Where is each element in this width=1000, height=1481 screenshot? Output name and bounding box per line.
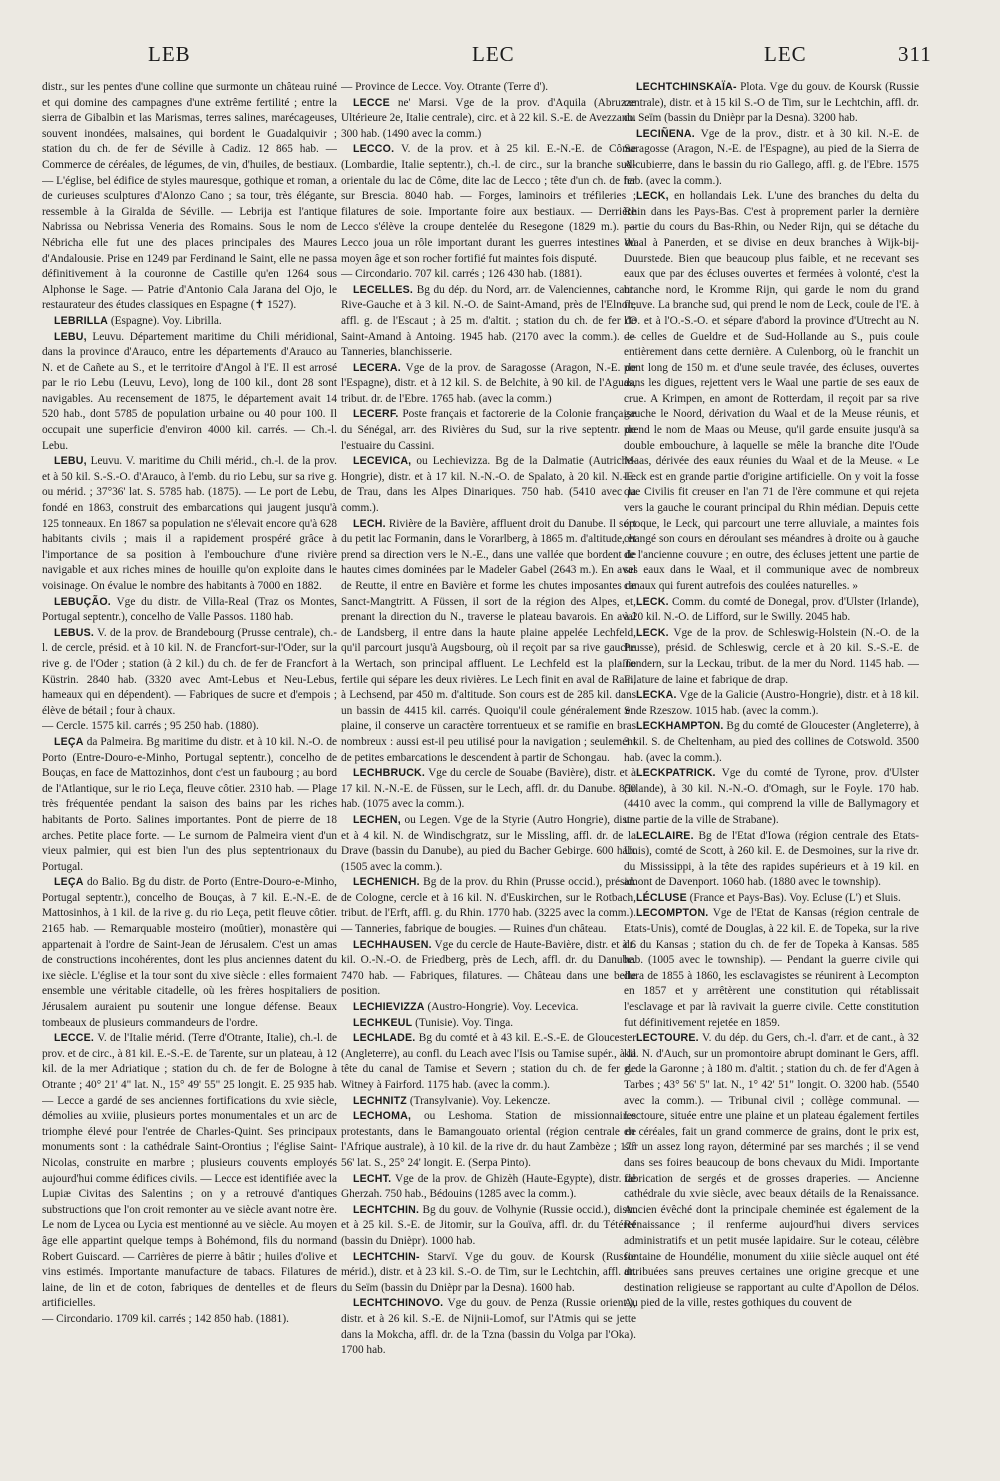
entry-headword: LECERF.	[353, 408, 399, 421]
entry-text: Vge du gouv. de Penza (Russie orient.), distr. et à 26 kil. S.-E. de Nijnii-Lomof, sur l'Atmis qui se jette dans la Mokcha, affl. dr. de la Tzna (bassin du Volga par l'Oka). 1700 hab.	[341, 1297, 636, 1357]
entry-headword: LECKHAMPTON.	[636, 720, 724, 733]
entry-headword: LECK.	[636, 626, 669, 639]
dictionary-entry	[624, 891, 919, 907]
dictionary-entry	[42, 454, 337, 594]
entry-headword: LECLAIRE.	[636, 829, 694, 842]
entry-text: Vge de la Galicie (Austro-Hongrie), distr. et à 18 kil. S. de Rzeszow. 1015 hab. (avec la comm.).	[624, 689, 919, 717]
entry-text: Vge du cercle de Haute-Bavière, distr. et à 6 kil. O.-N.-O. de Friedberg, près de Lech, affl. dr. du Danube. 7470 hab. — Fabriques, filatures. — Château dans une belle position.	[341, 938, 636, 998]
entry-headword: LEÇA	[54, 876, 84, 889]
entry-headword: LECHNITZ	[353, 1094, 407, 1107]
entry-headword: LEBU,	[54, 455, 87, 468]
dictionary-entry	[624, 719, 919, 766]
entry-text: Bg du gouv. de Volhynie (Russie occid.), distr. et à 25 kil. S.-E. de Jitomir, sur la Gouïva, affl. dr. du Tétéref (bassin du Dnièpr). 1000 hab.	[341, 1203, 636, 1247]
entry-text: Bg du comté de Gloucester (Angleterre), à 3 kil. S. de Cheltenham, au pied des collines de Cotswold. 3500 hab. (avec la comm.).	[624, 720, 919, 764]
dictionary-entry	[624, 80, 919, 127]
dictionary-entry	[42, 719, 337, 735]
entry-headword: LECIÑENA.	[636, 127, 695, 140]
dictionary-entry	[341, 1000, 636, 1016]
entry-text: distr., sur les pentes d'une colline que surmonte un château ruiné et qui domine des campagnes d'une extrême fertilité ; entre la sierra de Gibalbin et las Marismas, terres salines, marécageuses, souvent inondées, malsaines, qui bordent le Guadalquivir ; station du ch. de fer de Séville à Cadiz. 12 865 hab. — Commerce de céréales, de légumes, de vin, d'huiles, de bestiaux. — L'église, bel édifice de styles mauresque, gothique et roman, a de curieuses sculptures d'Alonzo Cano ; sa tour, très élégante, ressemble à la Giralda de Séville. — Lebrija est l'antique Nabrissa ou Nebrissa Veneria des Romains. Sous le nom de Nébricha elle fut une des places principales des Maures d'Andalousie. Prise en 1249 par Ferdinand le Saint, elle ne passa définitivement à la couronne de Castille qu'en 1264 sous Alphonse le Sage. — Patrie d'Antonio Cala Jarana del Ojo, le restaurateur des études classiques en Espagne (✝ 1527).	[42, 81, 337, 312]
entry-headword: LECKA.	[636, 689, 677, 702]
entry-text: Vge du comté de Tyrone, prov. d'Ulster (Irlande), à 30 kil. N.-N.-O. d'Omagh, sur le Foyle. 170 hab. (4410 avec la comm., qui comprend la ville de Ballymagory et une partie de la ville de Strabane).	[624, 767, 919, 826]
running-head-right: LEC	[764, 42, 807, 66]
entry-headword: LECCE	[353, 96, 390, 109]
dictionary-entry	[42, 875, 337, 1031]
entry-headword: LECHLADE.	[353, 1032, 416, 1045]
entry-text: en hollandais Lek. L'une des branches du delta du Rhin dans les Pays-Bas. C'est à proprement parler la dernière partie du cours du Bas-Rhin, ou Neder Rijn, qui se détache du Waal à Panerden, et se divise en deux branches à Wijk-bij-Duurstede. Bien que beaucoup plus faible, et ne recevant ses eaux que par des écluses ouvertes et fermées à volonté, c'est la branche nord, le Kromme Rijn, qui garde le nom du grand fleuve. La branche sud, qui prend le nom de Leck, coule de l'E. à l'O. et à l'O.-S.-O. et sépare d'abord la province d'Utrecht au N. de celles de Gueldre et de Sud-Hollande au S., puis coule entièrement dans cette dernière. A Culenborg, où le franchit un pont long de 150 m. et d'une seule travée, des écluses, ouvertes dans les digues, rejettent vers le Waal une partie de ses eaux de crue. A Krimpen, en amont de Rotterdam, il reçoit par sa rive gauche le Noord, dérivation du Waal et de la Meuse réunis, et prend le nom de Maas ou Meuse, qu'il garde ensuite jusqu'à sa double embouchure, à laquelle se mêle la branche dite l'Oude Maas, dérivée des eaux réunies du Waal et de la Meuse. « Le Leck est en grande partie d'origine artificielle. On y voit la fosse que Civilis fit creuser en l'an 71 de l'ère commune et qui rejeta vers la gauche le courant principal du Rhin médian. Depuis cette époque, le Leck, qui parcourt une terre alluviale, a maintes fois changé son cours en déroulant ses méandres à droite ou à gauche de l'ancienne couvure ; en outre, des écluses jettent une partie de ses eaux dans le Waal, et il communique avec de nombreux canaux qui furent autrefois des coulées naturelles. »	[624, 190, 919, 592]
page-number: 311	[898, 42, 932, 66]
entry-text: Vge du distr. de Villa-Real (Traz os Montes, Portugal septentr.), concelho de Valle Passos. 1180 hab.	[42, 595, 337, 624]
dictionary-entry	[42, 626, 337, 720]
entry-text: (France et Pays-Bas). Voy. Ecluse (L') et Sluis.	[689, 891, 901, 904]
entry-headword: LECHOMA,	[353, 1110, 412, 1123]
entry-text: (Tunisie). Voy. Tinga.	[415, 1016, 514, 1029]
dictionary-entry	[341, 1172, 636, 1203]
entry-text: — Circondario. 707 kil. carrés ; 126 430 hab. (1881).	[341, 268, 583, 281]
dictionary-entry	[624, 1031, 919, 1312]
entry-text: Vge de l'Etat de Kansas (région centrale de Etats-Unis), comté de Douglas, à 22 kil. E. de Topeka, sur la rive dr. du Kansas ; station du ch. de fer de Topeka à Kansas. 585 hab. (1005 avec le township). — Pendant la guerre civile qui dura de 1855 à 1860, les esclavagistes se réunirent à Lecompton en 1857 et y arrêtèrent une constitution qui rétablissait l'esclavage et par là ravivait la guerre civile. Cette constitution fut définitivement rejetée en 1859.	[624, 907, 919, 1029]
dictionary-entry	[341, 1203, 636, 1250]
entry-headword: LECHTCHINSKAÏA-	[636, 81, 737, 93]
dictionary-entry	[624, 127, 919, 189]
entry-text: Bg de la prov. du Rhin (Prusse occid.), présid. de Cologne, cercle et à 16 kil. N. d'Euskirchen, sur le Rotbach, tribut. de l'Erft, affl. g. du Rhin. 1770 hab. (3225 avec la comm.). — Tanneries, fabrique de bougies. — Ruines d'un château.	[341, 876, 636, 936]
dictionary-entry	[341, 267, 636, 283]
dictionary-entry	[42, 314, 337, 330]
entry-headword: LEÇA	[54, 735, 84, 748]
dictionary-entry	[341, 407, 636, 454]
entry-text: (Transylvanie). Voy. Lekencze.	[409, 1094, 551, 1107]
running-head	[0, 42, 1000, 72]
running-head-center: LEC	[472, 42, 515, 66]
entry-headword: LECTOURE.	[636, 1032, 699, 1045]
entry-text: V. de la prov. et à 25 kil. E.-N.-E. de Côme (Lombardie, Italie septentr.), ch.-l. de circ., sur la branche sud-orientale du lac de Côme, dite lac de Lecco ; tête d'un ch. de fer sur Brescia. 8040 hab. — Forges, laminoirs et tréfileries ; filatures de soie. Importante foire aux bestiaux. — Derrière Lecco s'élève la croupe dentelée du Resegone (1829 m.). — Lecco joua un rôle important durant les guerres intestines du moyen âge et son rocher fortifié fut maintes fois disputé.	[341, 143, 636, 265]
dictionary-entry	[341, 454, 636, 516]
entry-text: V. de l'Italie mérid. (Terre d'Otrante, Italie), ch.-l. de prov. et de circ., à 81 kil. E.-S.-E. de Tarente, sur un plateau, à 12 kil. de la mer Adriatique ; station du ch. de fer de Bologne à Otrante ; 40° 21' 4" lat. N., 15° 49' 55" 25 longit. E. 25 935 hab. — Lecce a gardé de ses anciennes fortifications du xvie siècle, démolies au xviiie, plusieurs portes monumentales et un arc de triomphe élevé pour l'entrée de Charles-Quint. Ses principaux monuments sont : la cathédrale Saint-Orontius ; l'église Saint-Nicolas, construite en marbre ; plusieurs couvents employés aujourd'hui comme édifices civils. — Lecce est identifiée avec la Lupiæ Civitas des Salentins ; on y a retrouvé d'antiques substructions que l'on croit remonter au ve siècle avant notre ère. Le nom de Lycea ou Lycia est mentionné au ve siècle. Au moyen âge elle appartint quelque temps à Bohémond, fils du normand Robert Guiscard. — Carrières de pierre à bâtir ; huiles d'olive et vins estimés. Importante manufacture de tabacs. Filatures de laine, de lin et de coton, fabriques de dentelles et de fleurs artificielles.	[42, 1032, 337, 1310]
dictionary-entry	[341, 1031, 636, 1093]
entry-headword: LECHEN,	[353, 813, 401, 826]
entry-headword: LEBUS.	[54, 626, 95, 639]
entry-headword: LECHTCHIN.	[353, 1203, 420, 1216]
entry-headword: LÉCLUSE	[636, 891, 687, 904]
entry-text: do Balio. Bg du distr. de Porto (Entre-Douro-e-Minho, Portugal septentr.), concelho de Bouças, à 7 kil. E.-N.-E. de Mattosinhos, à 1 kil. de la rive g. du rio Leça, petit fleuve côtier. 2165 hab. — Remarquable mosteiro (moûtier), monastère qui appartenait à l'ordre de Saint-Jean de Jérusalem. C'est un amas de constructions incohérentes, dont les plus anciennes datent du ixe siècle. L'église et la tour sont du xive siècle : elles formaient ensemble une véritable citadelle, où les frères hospitaliers de Jérusalem auraient pu soutenir une longue défense. Beaux tombeaux de plusieurs commandeurs de l'ordre.	[42, 876, 337, 1029]
entry-headword: LECCE.	[54, 1032, 95, 1045]
entry-headword: LEBU,	[54, 330, 87, 343]
entry-text: ou Leshoma. Station de missionnaires protestants, dans le Bamangouato oriental (région centrale de l'Afrique australe), à 10 kil. de la rive dr. du haut Zambèze ; 17° 56' lat. S., 25° 24' longit. E. (Serpa Pinto).	[341, 1110, 636, 1169]
entry-headword: LEBRILLA	[54, 314, 108, 327]
dictionary-entry	[341, 142, 636, 267]
entry-headword: LEBUÇÃO.	[54, 595, 111, 608]
entry-text: Leuvu. Département maritime du Chili méridional, dans la province d'Arauco, entre les départements d'Arauco au N. et de Cañete au S., et le territoire d'Angol à l'E. Il est arrosé par le rio Lebu (Leuvu, Levo), long de 100 kil., dont 28 sont navigables. Au recensement de 1875, le département avait 14 520 hab., dont 5785 de population urbaine ou 40 pour 100. Il occupait une superficie d'environ 4000 kil. carrés. — Ch.-l. Lebu.	[42, 330, 337, 452]
entry-text: Rivière de la Bavière, affluent droit du Danube. Il sort du petit lac Formanin, dans le Vorarlberg, à 1865 m. d'altitude, et prend sa direction vers le N.-E., dans une vallée que bordent de hautes cimes dominées par le Madeler Gabel (2643 m.). En aval de Reutte, il entre en Bavière et forme les chutes imposantes de Sanct-Mangtritt. A Füssen, il sort de la région des Alpes, et, prenant la direction du N., traverse le plateau bavarois. En aval de Landsberg, il entre dans la haute plaine appelée Lechfeld, qu'il parcourt jusqu'à Augsbourg, où il reçoit par sa rive gauche la Wertach, son principal affluent. Le Lechfeld est la plaine fertile qui sépare les deux rivières. Le Lech finit en aval de Rain, à Lechsend, par 450 m. d'altitude. Son cours est de 285 kil. dans un bassin de 4415 kil. carrés. Quoiqu'il coule généralement en plaine, il conserve un caractère torrentueux et se ramifie en bras nombreux : aussi est-il peu utilisé pour la navigation ; seulement de petites embarcations le descendent à partir de Schongau.	[341, 517, 636, 764]
dictionary-entry	[341, 80, 636, 96]
dictionary-entry	[341, 517, 636, 767]
dictionary-entry	[341, 1296, 636, 1358]
entry-headword: LECHBRUCK.	[353, 767, 426, 780]
text-column-3	[624, 80, 919, 1470]
dictionary-entry	[624, 766, 919, 828]
dictionary-entry	[42, 330, 337, 455]
entry-headword: LECERA.	[353, 361, 401, 374]
dictionary-entry	[341, 1109, 636, 1171]
dictionary-entry	[341, 1016, 636, 1032]
entry-headword: LECCO.	[353, 143, 395, 156]
dictionary-entry	[624, 626, 919, 688]
entry-text: — Cercle. 1575 kil. carrés ; 95 250 hab. (1880).	[42, 720, 259, 733]
entry-headword: LECH.	[353, 517, 386, 530]
entry-headword: LECHHAUSEN.	[353, 938, 432, 951]
text-column-2	[341, 80, 636, 1470]
entry-text: Vge de la prov. de Schleswig-Holstein (N.-O. de la Prusse), présid. de Schleswig, cercle et à 20 kil. S.-S.-E. de Tondern, sur la Leckau, tribut. de la mer du Nord. 1145 hab. — Filature de laine et fabrique de drap.	[624, 626, 919, 686]
entry-text: da Palmeira. Bg maritime du distr. et à 10 kil. N.-O. de Porto (Entre-Douro-e-Minho, Portugal septentr.), concelho de Bouças, en face de Mattozinhos, dont c'est un faubourg ; au bord de l'Atlantique, sur le rio Leça, fleuve côtier. 2310 hab. — Plage très fréquentée pendant la saison des bains par les riches habitants de Porto. Salines importantes. Pont de pierre de 18 arches. Petite place forte. — Le surnom de Palmeira vient d'un vieux palmier, qui est bien l'un des plus septentrionaux du Portugal.	[42, 735, 337, 873]
entry-headword: LECELLES.	[353, 283, 414, 296]
entry-text: Vge de la prov., distr. et à 30 kil. N.-E. de Saragosse (Aragon, N.-E. de l'Espagne), au pied de la Sierra de Alcubierre, dans le bassin du rio Gallego, affl. g. de l'Ebre. 1575 hab. (avec la comm.).	[624, 127, 919, 187]
entry-text: ne' Marsi. Vge de la prov. d'Aquila (Abruzze Ultérieure 2e, Italie centrale), circ. et à 22 kil. S.-E. de Avezzano. 300 hab. (1490 avec la comm.)	[341, 96, 636, 140]
dictionary-entry	[341, 283, 636, 361]
entry-text: Comm. du comté de Donegal, prov. d'Ulster (Irlande), à 20 kil. N.-O. de Lifford, sur le Swilly. 2045 hab.	[624, 595, 919, 624]
dictionary-entry	[624, 829, 919, 891]
entry-headword: LECK,	[636, 190, 669, 203]
dictionary-entry	[624, 688, 919, 719]
dictionary-entry	[42, 735, 337, 875]
dictionary-entry	[624, 189, 919, 594]
dictionary-entry	[624, 595, 919, 626]
dictionary-entry	[341, 766, 636, 813]
entry-text: Bg du comté et à 43 kil. E.-S.-E. de Gloucester (Angleterre), au confl. du Leach avec l'Isis ou Tamise supér., à la tête du canal de Tamise et Severn ; station du ch. de fer de Witney à Fairford. 1175 hab. (avec la comm.).	[341, 1032, 636, 1091]
entry-text: Bg de l'Etat d'Iowa (région centrale des Etats-Unis), comté de Scott, à 260 kil. E. de Desmoines, sur la rive dr. du Mississippi, à la tête des rapides supérieurs et à 19 kil. en amont de Davenport. 1060 hab. (1880 avec le township).	[624, 829, 919, 889]
entry-text: ou Lechievizza. Bg de la Dalmatie (Autriche-Hongrie), distr. et à 17 kil. N.-N.-O. de Spalato, à 20 kil. N.-E. de Trau, dans les Alpes Dinariques. 750 hab. (5410 avec la comm.).	[341, 455, 636, 515]
dictionary-entry	[341, 938, 636, 1000]
dictionary-entry	[624, 906, 919, 1031]
dictionary-entry	[341, 96, 636, 143]
entry-headword: LECKPATRICK.	[636, 767, 716, 780]
dictionary-entry	[42, 1312, 337, 1328]
dictionary-entry	[42, 1031, 337, 1312]
dictionary-entry	[341, 875, 636, 937]
entry-headword: LECHTCHINOVO.	[353, 1297, 444, 1310]
entry-headword: LECHT.	[353, 1172, 392, 1185]
entry-text: Starvï. Vge du gouv. de Koursk (Russie mérid.), distr. et à 23 kil. S.-O. de Tim, sur le Lechtchin, affl. dr. du Seïm (bassin du Dnièpr par la Desna). 1600 hab.	[341, 1250, 636, 1294]
dictionary-entry	[42, 80, 337, 314]
entry-text: Plota. Vge du gouv. de Koursk (Russie centrale), distr. et à 15 kil S.-O de Tim, sur le Lechtchin, affl. dr. du Seïm (bassin du Dnièpr par la Desna). 3200 hab.	[624, 81, 919, 125]
entry-text: (Espagne). Voy. Librilla.	[110, 314, 222, 327]
entry-headword: LECHTCHIN-	[353, 1250, 420, 1263]
dictionary-entry	[341, 1094, 636, 1110]
entry-text: — Circondario. 1709 kil. carrés ; 142 850 hab. (1881).	[42, 1312, 289, 1325]
dictionary-entry	[42, 595, 337, 626]
entry-text: V. de la prov. de Brandebourg (Prusse centrale), ch.-l. de cercle, présid. et à 10 kil. N. de Francfort-sur-l'Oder, sur la rive g. de l'Oder ; station (à 2 kil.) du ch. de fer de Francfort à Küstrin. 2840 hab. (3320 avec Amt-Lebus et Neu-Lebus, hameaux qui en dépendent). — Fabriques de sucre et d'empois ; élève de bétail ; four à chaux.	[42, 626, 337, 717]
entry-text: ou Legen. Vge de la Styrie (Autro Hongrie), distr. et à 4 kil. N. de Windischgratz, sur le Missling, affl. dr. de la Drave (bassin du Danube), au pied du Bacher Gebirge. 600 hab. (1505 avec la comm.).	[341, 813, 636, 873]
entry-text: Vge du cercle de Souabe (Bavière), distr. et à 17 kil. N.-N.-E. de Füssen, sur le Lech, affl. dr. du Danube. 850 hab. (1075 avec la comm.).	[341, 767, 636, 811]
entry-text: V. du dép. du Gers, ch.-l. d'arr. et de cant., à 32 kil. N. d'Auch, sur un promontoire abrupt dominant le Gers, affl. g. de la Garonne ; à 180 m. d'altit. ; station du ch. de fer d'Agen à Tarbes ; 43° 56' 5" lat. N., 1° 42' 51" longit. O. 3200 hab. (5540 avec la comm.). — Tribunal civil ; collège communal. — Lectoure, située entre une plaine et un plateau également fertiles en céréales, fait un grand commerce de grains, dont le prix est, sur un assez long rayon, déterminé par ses marchés ; il se vend dans ses foires beaucoup de bons chevaux du Midi. Importante fabrication de sergés et de grosses draperies. — Ancienne cathédrale du xvie siècle, avec beaux détails de la Renaissance. Ancien évêché dont la principale cheminée est également de la Renaissance ; il renferme aujourd'hui divers services administratifs et un petit musée lapidaire. Sur le coteau, célèbre fontaine de Houndélie, monument du xiiie siècle auquel ont été attribuées sans preuves certaines une origine grecque et une destination religieuse se rapportant au culte d'Apollon de Délos. Au pied de la ville, restes gothiques du couvent de	[624, 1032, 919, 1310]
dictionary-entry	[341, 813, 636, 875]
entry-text: (Austro-Hongrie). Voy. Lecevica.	[427, 1001, 579, 1014]
entry-headword: LECEVICA,	[353, 455, 412, 468]
entry-headword: LECHKEUL	[353, 1016, 413, 1029]
dictionary-entry	[341, 1250, 636, 1297]
entry-headword: LECHIEVIZZA	[353, 1001, 425, 1014]
entry-headword: LECK.	[636, 595, 669, 608]
entry-text: Leuvu. V. maritime du Chili mérid., ch.-l. de la prov. et à 50 kil. S.-S.-O. d'Arauco, à l'emb. du rio Lebu, sur sa rive g. ou mérid. ; 37°36' lat. S. 5785 hab. (1875). — Le port de Lebu, fondé en 1863, construit des embarcations qui jaugent jusqu'à 125 tonneaux. En 1867 sa population ne s'élevait encore qu'à 628 habitants civils ; mais il a rapidement prospéré grâce à l'importance de sa position à l'embouchure d'une rivière navigable et aux riches mines de houille qu'on exploite dans le voisinage. On évalue le nombre des habitants à 7000 en 1882.	[42, 455, 337, 592]
entry-text: Vge de la prov. de Saragosse (Aragon, N.-E. de l'Espagne), distr. et à 12 kil. S. de Belchite, à 90 kil. de l'Aguas, tribut. dr. de l'Ebre. 1765 hab. (avec la comm.)	[341, 361, 636, 405]
entry-text: — Province de Lecce. Voy. Otrante (Terre d').	[341, 81, 549, 93]
entry-headword: LECHENICH.	[353, 876, 420, 889]
entry-text: Vge de la prov. de Ghizèh (Haute-Egypte), distr. de Gherzah. 750 hab., Bédouins (1285 avec la comm.).	[341, 1172, 636, 1201]
entry-headword: LECOMPTON.	[636, 907, 709, 920]
dictionary-entry	[341, 361, 636, 408]
entry-text: Poste français et factorerie de la Colonie française du Sénégal, arr. des Rivières du Sud, sur la rive septentr. de l'estuaire du Cassini.	[341, 408, 636, 452]
text-column-1	[42, 80, 337, 1470]
running-head-left: LEB	[148, 42, 191, 66]
entry-text: Bg du dép. du Nord, arr. de Valenciennes, cant. Rive-Gauche et à 3 kil. N.-O. de Saint-Amand, près de l'Elnon, affl. g. de l'Escaut ; à 25 m. d'altit. ; station du ch. de fer de Saint-Amand à Antoing. 1945 hab. (2170 avec la comm.). — Tanneries, blanchisserie.	[341, 283, 636, 359]
